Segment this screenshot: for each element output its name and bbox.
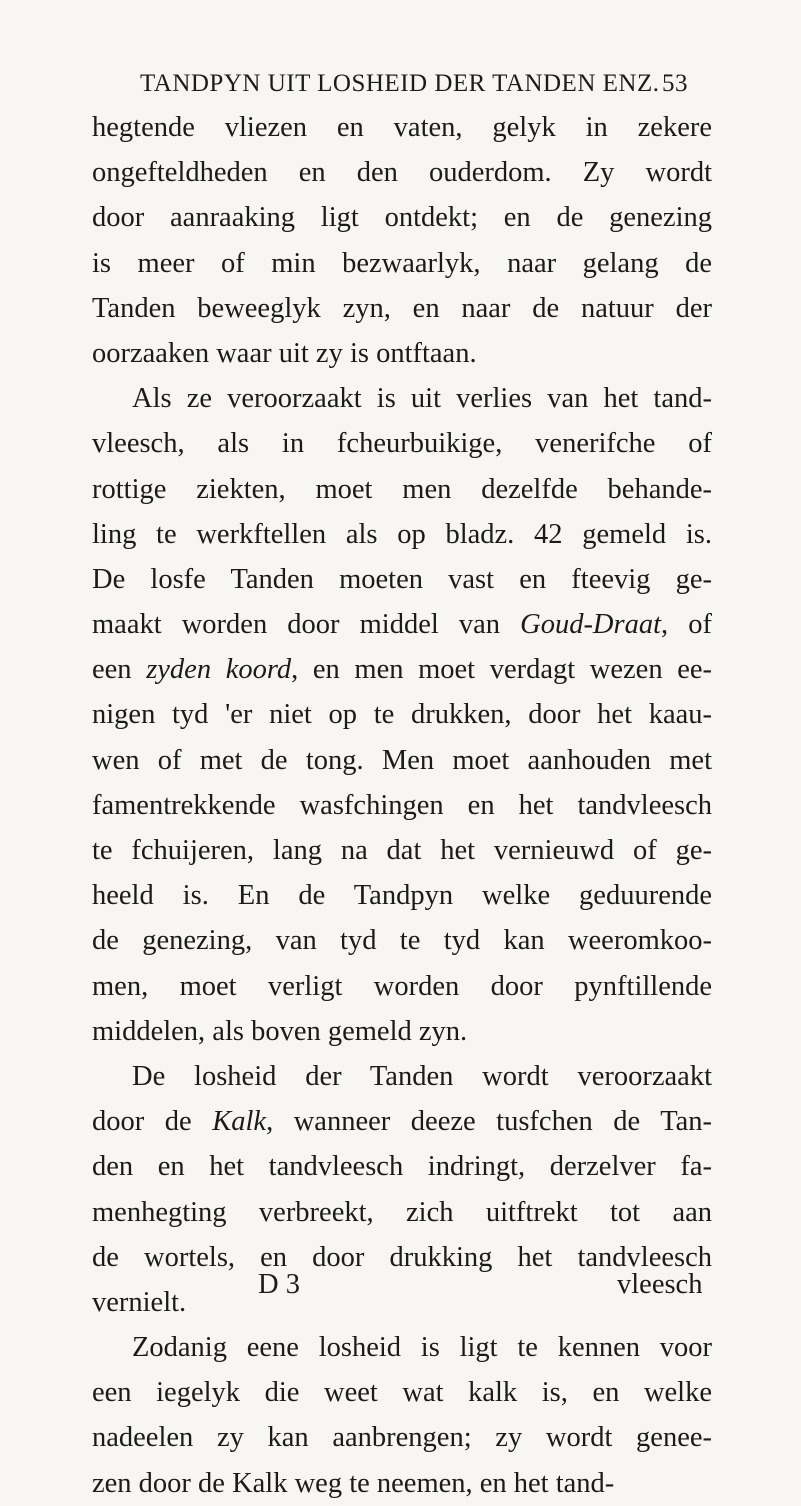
text-segment: wen of met de tong. Men moet aanhouden met: [92, 744, 712, 776]
text-line: [92, 241, 712, 286]
text-segment: maakt worden door middel van: [92, 609, 521, 641]
text-segment: Tanden beweeglyk zyn, en naar de natuur der: [92, 292, 712, 324]
text-line: [92, 421, 712, 466]
text-line: [92, 873, 712, 918]
text-line: [92, 1370, 712, 1415]
text-line: [92, 195, 712, 240]
text-segment: een iegelyk die weet wat kalk is, en welke: [92, 1377, 712, 1409]
text-segment: de genezing, van tyd te tyd kan weeromkoo-: [92, 925, 712, 957]
text-segment: te fchuijeren, lang na dat het vernieuwd of ge-: [92, 835, 712, 866]
text-segment: menhegting verbreekt, zich uitftrekt tot aan: [92, 1196, 712, 1228]
text-segment: , of: [661, 609, 712, 641]
text-segment: De losfe Tanden moeten vast en fteevig ge-: [92, 563, 712, 595]
text-line: [92, 783, 712, 828]
text-segment: nadeelen zy kan aanbrengen; zy wordt genee-: [92, 1422, 712, 1454]
text-line: [92, 105, 712, 150]
text-segment: ling te werkftellen als op bladz. 42 gemeld is.: [92, 518, 712, 550]
text-segment: Als ze veroorzaakt is uit verlies van het tand-: [132, 383, 712, 415]
text-segment: famentrekkende wasfchingen en het tandvleesch: [92, 789, 712, 821]
text-line: [92, 331, 712, 376]
text-segment: zen door de Kalk weg te neemen, en het tand-: [92, 1467, 615, 1499]
text-segment: de wortels, en door drukking het tandvleesch: [92, 1241, 712, 1273]
text-line: [92, 557, 712, 602]
text-segment: oorzaaken waar uit zy is ontftaan.: [92, 337, 477, 369]
italic-text: zyden koord: [146, 654, 292, 686]
text-segment: heeld is. En de Tandpyn welke geduurende: [92, 880, 712, 912]
text-line: [92, 467, 712, 512]
text-line: [92, 1190, 712, 1235]
text-line: [92, 1054, 712, 1099]
text-segment: Zodanig eene losheid is ligt te kennen voor: [132, 1332, 712, 1364]
text-line: [92, 150, 712, 195]
text-line: [92, 692, 712, 737]
text-segment: een: [92, 654, 147, 686]
text-line: [92, 964, 712, 1009]
italic-text: Goud-Draat: [520, 609, 662, 641]
text-segment: ongefteldheden en den ouderdom. Zy wordt: [92, 157, 712, 189]
text-line: [92, 1144, 712, 1189]
page-number: 53: [662, 70, 688, 97]
text-line: [92, 1099, 712, 1144]
text-line: [92, 512, 712, 557]
text-segment: hegtende vliezen en vaten, gelyk in zekere: [92, 112, 712, 143]
text-line: [92, 1009, 712, 1054]
text-line: [92, 1461, 712, 1506]
text-segment: door de: [92, 1106, 213, 1138]
text-segment: door aanraaking ligt ontdekt; en de genezing: [92, 202, 712, 234]
text-line: [92, 647, 712, 692]
text-line: [92, 828, 712, 873]
signature-line: [0, 1262, 801, 1307]
text-segment: vleesch, als in fcheurbuikige, venerifche of: [92, 428, 712, 460]
text-segment: middelen, als boven gemeld zyn.: [92, 1015, 468, 1047]
text-segment: men, moet verligt worden door pynftillende: [92, 970, 712, 1002]
text-line: [92, 738, 712, 783]
text-line: [92, 1325, 712, 1370]
catchword: vleesch: [617, 1269, 703, 1300]
text-segment: rottige ziekten, moet men dezelfde behande-: [92, 473, 712, 505]
text-segment: is meer of min bezwaarlyk, naar gelang de: [92, 247, 712, 279]
text-line: [92, 286, 712, 331]
italic-text: Kalk: [212, 1106, 267, 1138]
text-line: [92, 1415, 712, 1460]
text-segment: , en men moet verdagt wezen ee-: [291, 654, 712, 686]
text-segment: nigen tyd 'er niet op te drukken, door het kaau-: [92, 699, 712, 731]
text-segment: , wanneer deeze tusfchen de Tan-: [266, 1106, 713, 1138]
text-line: [92, 918, 712, 963]
text-line: [92, 602, 712, 647]
text-segment: De losheid der Tanden wordt veroorzaakt: [132, 1060, 712, 1092]
running-head-title: TANDPYN UIT LOSHEID DER TANDEN ENZ.: [140, 70, 660, 97]
signature-mark: D 3: [258, 1269, 300, 1300]
text-line: [92, 376, 712, 421]
text-segment: den en het tandvleesch indringt, derzelver fa-: [92, 1151, 712, 1183]
text-segment: vernielt.: [92, 1286, 187, 1318]
